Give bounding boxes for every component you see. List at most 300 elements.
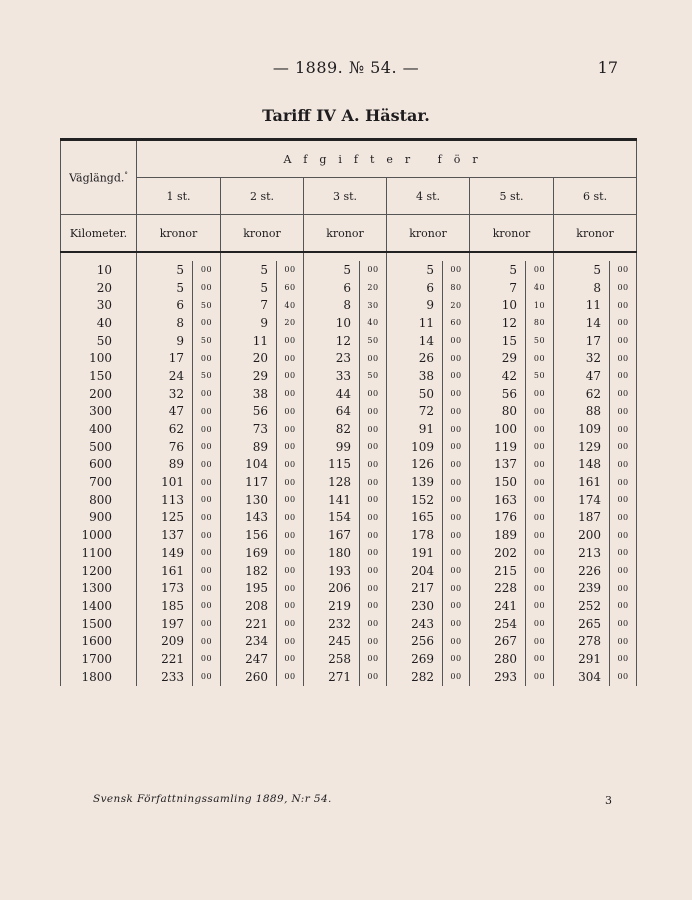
km-cell: 1400 (61, 597, 137, 615)
km-cell: 700 (61, 473, 137, 491)
table-row (61, 367, 637, 385)
kronor-cell: 5 (470, 261, 526, 279)
kronor-cell: 14 (554, 314, 610, 332)
ore-cell: 00 (610, 279, 637, 297)
kronor-cell: 167 (304, 526, 360, 544)
kronor-cell: 267 (470, 632, 526, 650)
ore-cell: 00 (193, 438, 221, 456)
kronor-cell: 221 (221, 615, 277, 633)
ore-cell: 00 (193, 650, 221, 668)
ore-cell: 00 (526, 544, 554, 562)
km-cell: 300 (61, 403, 137, 421)
kronor-cell: 73 (221, 420, 277, 438)
kronor-cell: 161 (554, 473, 610, 491)
km-cell: 100 (61, 349, 137, 367)
ore-cell: 00 (610, 615, 637, 633)
ore-cell: 00 (360, 420, 387, 438)
kronor-cell: 104 (221, 456, 277, 474)
unit-label: kronor (470, 215, 554, 253)
table-row (61, 615, 637, 633)
km-cell: 1500 (61, 615, 137, 633)
page-header: — 1889. № 54. — (272, 58, 420, 77)
table-row (61, 562, 637, 580)
km-cell: 1800 (61, 668, 137, 686)
ore-cell: 00 (360, 349, 387, 367)
kronor-cell: 206 (304, 579, 360, 597)
ore-cell: 00 (610, 385, 637, 403)
unit-label: kronor (221, 215, 304, 253)
kronor-cell: 228 (470, 579, 526, 597)
kronor-cell: 254 (470, 615, 526, 633)
kronor-cell: 113 (137, 491, 193, 509)
ore-cell: 00 (193, 314, 221, 332)
ore-cell: 00 (360, 562, 387, 580)
group-head-6: 6 st. (554, 178, 637, 215)
ore-cell: 00 (610, 314, 637, 332)
kronor-cell: 195 (221, 579, 277, 597)
kronor-cell: 247 (221, 650, 277, 668)
group-head: Afgifter för (137, 140, 637, 178)
kronor-cell: 11 (387, 314, 443, 332)
ore-cell: 00 (443, 509, 470, 527)
unit-label: kronor (304, 215, 387, 253)
ore-cell: 60 (277, 279, 304, 297)
kronor-cell: 161 (137, 562, 193, 580)
ore-cell: 00 (360, 491, 387, 509)
kronor-cell: 9 (221, 314, 277, 332)
ore-cell: 00 (360, 438, 387, 456)
kronor-cell: 6 (387, 279, 443, 297)
kronor-cell: 217 (387, 579, 443, 597)
kronor-cell: 219 (304, 597, 360, 615)
ore-cell: 00 (360, 456, 387, 474)
ore-cell: 00 (610, 632, 637, 650)
table-row (61, 279, 637, 297)
col-head: Väglängd.° (61, 140, 137, 215)
kronor-cell: 109 (554, 420, 610, 438)
kronor-cell: 141 (304, 491, 360, 509)
ore-cell: 00 (360, 615, 387, 633)
km-cell: 1200 (61, 562, 137, 580)
group-head-1: 1 st. (137, 178, 221, 215)
kronor-cell: 256 (387, 632, 443, 650)
kronor-cell: 117 (221, 473, 277, 491)
ore-cell: 00 (526, 650, 554, 668)
ore-cell: 00 (610, 332, 637, 350)
tariff-table (60, 138, 637, 686)
table-row (61, 296, 637, 314)
kronor-cell: 148 (554, 456, 610, 474)
kronor-cell: 189 (470, 526, 526, 544)
ore-cell: 00 (526, 420, 554, 438)
kronor-cell: 204 (387, 562, 443, 580)
ore-cell: 00 (277, 491, 304, 509)
ore-cell: 50 (360, 332, 387, 350)
kronor-cell: 38 (387, 367, 443, 385)
ore-cell: 00 (193, 597, 221, 615)
ore-cell: 00 (443, 579, 470, 597)
ore-cell: 00 (360, 632, 387, 650)
km-cell: 1600 (61, 632, 137, 650)
ore-cell: 50 (360, 367, 387, 385)
table-row (61, 526, 637, 544)
ore-cell: 00 (526, 349, 554, 367)
table-row (61, 668, 637, 686)
ore-cell: 00 (193, 544, 221, 562)
ore-cell: 00 (610, 403, 637, 421)
kronor-cell: 62 (554, 385, 610, 403)
kronor-cell: 232 (304, 615, 360, 633)
ore-cell: 00 (193, 420, 221, 438)
ore-cell: 00 (610, 509, 637, 527)
ore-cell: 00 (610, 526, 637, 544)
ore-cell: 00 (277, 349, 304, 367)
ore-cell: 00 (277, 650, 304, 668)
kronor-cell: 233 (137, 668, 193, 686)
page-title: Tariff IV A. Hästar. (262, 106, 430, 125)
ore-cell: 00 (277, 473, 304, 491)
ore-cell: 00 (610, 579, 637, 597)
km-cell: 10 (61, 261, 137, 279)
group-head-3: 3 st. (304, 178, 387, 215)
kronor-cell: 9 (387, 296, 443, 314)
ore-cell: 50 (193, 367, 221, 385)
kronor-cell: 185 (137, 597, 193, 615)
ore-cell: 00 (193, 562, 221, 580)
kronor-cell: 5 (137, 279, 193, 297)
footer-signature-mark: 3 (605, 794, 612, 807)
kronor-cell: 32 (137, 385, 193, 403)
kronor-cell: 265 (554, 615, 610, 633)
kronor-cell: 10 (470, 296, 526, 314)
kronor-cell: 137 (137, 526, 193, 544)
ore-cell: 00 (526, 668, 554, 686)
ore-cell: 00 (193, 632, 221, 650)
ore-cell: 00 (193, 279, 221, 297)
ore-cell: 80 (443, 279, 470, 297)
ore-cell: 00 (610, 491, 637, 509)
kronor-cell: 29 (470, 349, 526, 367)
table-row (61, 385, 637, 403)
ore-cell: 00 (443, 632, 470, 650)
table-row (61, 597, 637, 615)
ore-cell: 00 (610, 473, 637, 491)
ore-cell: 00 (360, 650, 387, 668)
table-row (61, 491, 637, 509)
ore-cell: 00 (610, 438, 637, 456)
ore-cell: 00 (193, 491, 221, 509)
ore-cell: 00 (193, 456, 221, 474)
kronor-cell: 82 (304, 420, 360, 438)
kronor-cell: 38 (221, 385, 277, 403)
kronor-cell: 282 (387, 668, 443, 686)
table-row (61, 349, 637, 367)
ore-cell: 00 (443, 544, 470, 562)
km-cell: 30 (61, 296, 137, 314)
table-row (61, 420, 637, 438)
kronor-cell: 5 (221, 261, 277, 279)
kronor-cell: 197 (137, 615, 193, 633)
kronor-cell: 80 (470, 403, 526, 421)
ore-cell: 00 (443, 261, 470, 279)
kronor-cell: 165 (387, 509, 443, 527)
page-number: 17 (597, 58, 618, 77)
kronor-cell: 10 (304, 314, 360, 332)
unit-label: kronor (137, 215, 221, 253)
ore-cell: 00 (526, 438, 554, 456)
ore-cell: 00 (193, 385, 221, 403)
ore-cell: 00 (277, 385, 304, 403)
kronor-cell: 20 (221, 349, 277, 367)
ore-cell: 00 (277, 526, 304, 544)
ore-cell: 00 (193, 668, 221, 686)
kronor-cell: 17 (554, 332, 610, 350)
ore-cell: 00 (526, 261, 554, 279)
kronor-cell: 156 (221, 526, 277, 544)
kronor-cell: 173 (137, 579, 193, 597)
kronor-cell: 130 (221, 491, 277, 509)
kronor-cell: 163 (470, 491, 526, 509)
ore-cell: 60 (443, 314, 470, 332)
ore-cell: 00 (360, 526, 387, 544)
kronor-cell: 64 (304, 403, 360, 421)
ore-cell: 00 (277, 456, 304, 474)
table-row (61, 438, 637, 456)
kronor-cell: 221 (137, 650, 193, 668)
ore-cell: 00 (526, 385, 554, 403)
ore-cell: 40 (277, 296, 304, 314)
ore-cell: 00 (193, 473, 221, 491)
ore-cell: 00 (610, 456, 637, 474)
kronor-cell: 8 (304, 296, 360, 314)
ore-cell: 00 (526, 632, 554, 650)
km-cell: 1100 (61, 544, 137, 562)
unit-label: kronor (387, 215, 470, 253)
kronor-cell: 115 (304, 456, 360, 474)
ore-cell: 00 (526, 579, 554, 597)
kronor-cell: 271 (304, 668, 360, 686)
ore-cell: 00 (443, 562, 470, 580)
kronor-cell: 226 (554, 562, 610, 580)
kronor-cell: 208 (221, 597, 277, 615)
ore-cell: 00 (277, 509, 304, 527)
ore-cell: 40 (360, 314, 387, 332)
kronor-cell: 5 (554, 261, 610, 279)
kronor-cell: 291 (554, 650, 610, 668)
kronor-cell: 150 (470, 473, 526, 491)
ore-cell: 00 (526, 403, 554, 421)
km-cell: 1300 (61, 579, 137, 597)
ore-cell: 00 (526, 615, 554, 633)
kronor-cell: 11 (221, 332, 277, 350)
km-cell: 900 (61, 509, 137, 527)
kronor-cell: 17 (137, 349, 193, 367)
kronor-cell: 6 (304, 279, 360, 297)
km-cell: 1000 (61, 526, 137, 544)
kronor-cell: 5 (387, 261, 443, 279)
ore-cell: 00 (443, 438, 470, 456)
ore-cell: 00 (277, 261, 304, 279)
kronor-cell: 304 (554, 668, 610, 686)
km-cell: 1700 (61, 650, 137, 668)
kronor-cell: 278 (554, 632, 610, 650)
ore-cell: 00 (360, 668, 387, 686)
kronor-cell: 5 (137, 261, 193, 279)
kronor-cell: 269 (387, 650, 443, 668)
kronor-cell: 11 (554, 296, 610, 314)
kronor-cell: 119 (470, 438, 526, 456)
ore-cell: 00 (277, 420, 304, 438)
kronor-cell: 50 (387, 385, 443, 403)
ore-cell: 00 (277, 332, 304, 350)
ore-cell: 00 (610, 349, 637, 367)
ore-cell: 00 (193, 261, 221, 279)
ore-cell: 00 (443, 349, 470, 367)
footer-citation: Svensk Författningssamling 1889, N:r 54. (93, 793, 332, 805)
kronor-cell: 56 (470, 385, 526, 403)
kronor-cell: 243 (387, 615, 443, 633)
ore-cell: 00 (360, 261, 387, 279)
kronor-cell: 293 (470, 668, 526, 686)
ore-cell: 00 (443, 615, 470, 633)
kronor-cell: 126 (387, 456, 443, 474)
table-row (61, 650, 637, 668)
kronor-cell: 154 (304, 509, 360, 527)
ore-cell: 00 (360, 385, 387, 403)
ore-cell: 00 (443, 385, 470, 403)
ore-cell: 20 (277, 314, 304, 332)
ore-cell: 00 (443, 526, 470, 544)
kronor-cell: 234 (221, 632, 277, 650)
ore-cell: 00 (443, 597, 470, 615)
ore-cell: 00 (610, 562, 637, 580)
kronor-cell: 44 (304, 385, 360, 403)
kronor-cell: 230 (387, 597, 443, 615)
ore-cell: 00 (277, 438, 304, 456)
kronor-cell: 125 (137, 509, 193, 527)
kronor-cell: 258 (304, 650, 360, 668)
ore-cell: 00 (610, 367, 637, 385)
kronor-cell: 23 (304, 349, 360, 367)
ore-cell: 00 (443, 650, 470, 668)
ore-cell: 00 (277, 367, 304, 385)
kronor-cell: 137 (470, 456, 526, 474)
ore-cell: 00 (360, 597, 387, 615)
kronor-cell: 9 (137, 332, 193, 350)
ore-cell: 00 (193, 403, 221, 421)
table-row (61, 314, 637, 332)
kronor-cell: 139 (387, 473, 443, 491)
table-row (61, 403, 637, 421)
kronor-cell: 245 (304, 632, 360, 650)
kronor-cell: 88 (554, 403, 610, 421)
kronor-cell: 169 (221, 544, 277, 562)
ore-cell: 40 (526, 279, 554, 297)
ore-cell: 00 (443, 403, 470, 421)
kronor-cell: 6 (137, 296, 193, 314)
ore-cell: 00 (526, 473, 554, 491)
ore-cell: 00 (526, 526, 554, 544)
ore-cell: 50 (193, 296, 221, 314)
ore-cell: 00 (360, 403, 387, 421)
kronor-cell: 89 (221, 438, 277, 456)
ore-cell: 00 (277, 615, 304, 633)
ore-cell: 20 (360, 279, 387, 297)
ore-cell: 00 (277, 579, 304, 597)
ore-cell: 00 (193, 579, 221, 597)
ore-cell: 00 (610, 544, 637, 562)
kronor-cell: 187 (554, 509, 610, 527)
ore-cell: 00 (443, 491, 470, 509)
kronor-cell: 8 (137, 314, 193, 332)
ore-cell: 00 (360, 544, 387, 562)
ore-cell: 00 (443, 456, 470, 474)
kronor-cell: 7 (221, 296, 277, 314)
col-unit: Kilometer. (61, 215, 137, 253)
km-cell: 500 (61, 438, 137, 456)
ore-cell: 00 (360, 473, 387, 491)
ore-cell: 00 (360, 509, 387, 527)
kronor-cell: 182 (221, 562, 277, 580)
kronor-cell: 213 (554, 544, 610, 562)
kronor-cell: 62 (137, 420, 193, 438)
kronor-cell: 29 (221, 367, 277, 385)
kronor-cell: 128 (304, 473, 360, 491)
table-row (61, 456, 637, 474)
kronor-cell: 12 (470, 314, 526, 332)
ore-cell: 00 (277, 597, 304, 615)
ore-cell: 80 (526, 314, 554, 332)
ore-cell: 00 (526, 509, 554, 527)
kronor-cell: 5 (304, 261, 360, 279)
table-row (61, 473, 637, 491)
group-head-2: 2 st. (221, 178, 304, 215)
table-row (61, 509, 637, 527)
ore-cell: 00 (277, 562, 304, 580)
kronor-cell: 280 (470, 650, 526, 668)
table-row (61, 544, 637, 562)
km-cell: 150 (61, 367, 137, 385)
kronor-cell: 56 (221, 403, 277, 421)
kronor-cell: 176 (470, 509, 526, 527)
kronor-cell: 33 (304, 367, 360, 385)
kronor-cell: 91 (387, 420, 443, 438)
ore-cell: 00 (277, 632, 304, 650)
kronor-cell: 252 (554, 597, 610, 615)
ore-cell: 50 (526, 367, 554, 385)
ore-cell: 00 (443, 473, 470, 491)
table-row (61, 332, 637, 350)
group-head-4: 4 st. (387, 178, 470, 215)
table-row (61, 579, 637, 597)
kronor-cell: 47 (554, 367, 610, 385)
kronor-cell: 99 (304, 438, 360, 456)
unit-label: kronor (554, 215, 637, 253)
kronor-cell: 47 (137, 403, 193, 421)
ore-cell: 00 (610, 650, 637, 668)
kronor-cell: 42 (470, 367, 526, 385)
kronor-cell: 180 (304, 544, 360, 562)
kronor-cell: 215 (470, 562, 526, 580)
ore-cell: 00 (277, 668, 304, 686)
table-row (61, 632, 637, 650)
kronor-cell: 239 (554, 579, 610, 597)
ore-cell: 00 (526, 562, 554, 580)
kronor-cell: 5 (221, 279, 277, 297)
ore-cell: 00 (610, 296, 637, 314)
kronor-cell: 89 (137, 456, 193, 474)
ore-cell: 00 (526, 456, 554, 474)
